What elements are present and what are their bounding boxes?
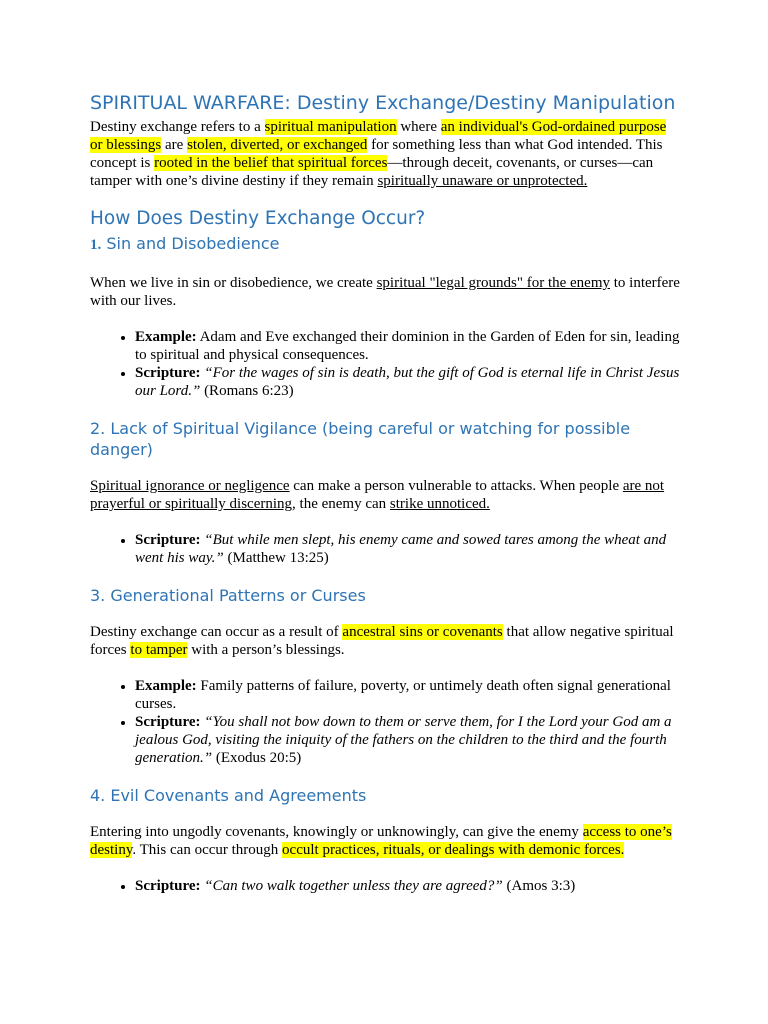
highlighted-text: spiritual manipulation	[264, 119, 397, 135]
section2-paragraph	[90, 477, 682, 513]
section-heading-sin	[90, 233, 682, 256]
scripture-quote: “Can two walk together unless they are agreed?”	[200, 878, 503, 894]
intro-paragraph	[90, 118, 682, 190]
bullet-text: Family patterns of failure, poverty, or untimely death often signal generational curses.	[135, 678, 671, 712]
bullet-label: Scripture:	[135, 532, 201, 548]
underlined-text: Spiritual ignorance or negligence	[90, 478, 290, 494]
section1-bullet-list	[90, 328, 682, 400]
text-run: . This can occur through	[132, 842, 283, 858]
bullet-label: Scripture:	[135, 714, 201, 730]
scripture-quote: “You shall not bow down to them or serve them, for I the Lord your God am a jealous God, visiting the iniquity of the fathers on the children to the third and the fourth generation.”	[135, 714, 672, 766]
bullet-example	[135, 677, 682, 713]
text-run: When we live in sin or disobedience, we create	[90, 275, 377, 291]
scripture-reference: (Amos 3:3)	[502, 878, 576, 894]
bullet-label: Example:	[135, 329, 197, 345]
highlighted-text: access to one’s destiny	[90, 824, 672, 858]
bullet-label: Scripture:	[135, 878, 201, 894]
text-run: —through deceit, covenants, or curses—can tamper with one’s divine destiny if they remain	[90, 155, 654, 189]
highlighted-text: rooted in the belief that spiritual forces	[154, 155, 388, 171]
scripture-reference: (Matthew 13:25)	[223, 550, 329, 566]
highlighted-text: an individual's God-ordained purpose or blessings	[90, 119, 667, 153]
section-heading-generational: 3. Generational Patterns or Curses	[90, 586, 366, 605]
bullet-text: Adam and Eve exchanged their dominion in the Garden of Eden for sin, leading to spiritual and physical consequences.	[135, 329, 680, 363]
section4-paragraph	[90, 823, 682, 859]
section3-paragraph	[90, 623, 682, 659]
section3-bullet-list	[90, 677, 682, 767]
scripture-quote: “But while men slept, his enemy came and sowed tares among the wheat and went his way.”	[135, 532, 667, 566]
text-run: are	[161, 137, 188, 153]
underlined-text: spiritually unaware or unprotected.	[377, 173, 588, 189]
section-heading-covenants: 4. Evil Covenants and Agreements	[90, 786, 367, 805]
underlined-text: are not prayerful or spiritually discerning	[90, 478, 665, 512]
section-number: 1.	[90, 237, 102, 253]
text-run: Entering into ungodly covenants, knowingly or unknowingly, can give the enemy	[90, 824, 583, 840]
text-run: for something less than what God intended. This concept is	[90, 137, 663, 171]
text-run: can make a person vulnerable to attacks. When people	[289, 478, 623, 494]
section1-paragraph	[90, 274, 682, 310]
section2-bullet-list	[90, 531, 682, 567]
heading-destiny-exchange-occur: How Does Destiny Exchange Occur?	[90, 208, 426, 229]
document-body	[90, 92, 682, 895]
document-title: SPIRITUAL WARFARE: Destiny Exchange/Destiny Manipulation	[90, 92, 676, 114]
highlighted-text: occult practices, rituals, or dealings with demonic forces.	[282, 842, 625, 858]
bullet-scripture	[135, 877, 682, 895]
underlined-text: strike unnoticed.	[389, 496, 490, 512]
text-run: Destiny exchange refers to a	[90, 119, 265, 135]
text-run: where	[396, 119, 441, 135]
bullet-scripture	[135, 531, 682, 567]
highlighted-text: ancestral sins or covenants	[342, 624, 503, 640]
bullet-label: Scripture:	[135, 365, 201, 381]
underlined-text: spiritual "legal grounds" for the enemy	[376, 275, 610, 291]
section4-bullet-list	[90, 877, 682, 895]
highlighted-text: to tamper	[130, 642, 188, 658]
scripture-reference: (Exodus 20:5)	[212, 750, 302, 766]
text-run: with a person’s blessings.	[187, 642, 345, 658]
text-run: to interfere with our lives.	[90, 275, 680, 309]
bullet-example	[135, 328, 682, 364]
bullet-scripture	[135, 364, 682, 400]
bullet-scripture	[135, 713, 682, 767]
section-heading-vigilance: 2. Lack of Spiritual Vigilance (being careful or watching for possible danger)	[90, 419, 631, 459]
text-run: , the enemy can	[292, 496, 390, 512]
text-run: that allow negative spiritual forces	[90, 624, 674, 658]
section-title: Sin and Disobedience	[101, 234, 280, 253]
scripture-reference: (Romans 6:23)	[200, 383, 294, 399]
scripture-quote: “For the wages of sin is death, but the gift of God is eternal life in Christ Jesus our Lord.”	[135, 365, 680, 399]
bullet-label: Example:	[135, 678, 197, 694]
text-run: Destiny exchange can occur as a result of	[90, 624, 343, 640]
highlighted-text: stolen, diverted, or exchanged	[187, 137, 368, 153]
